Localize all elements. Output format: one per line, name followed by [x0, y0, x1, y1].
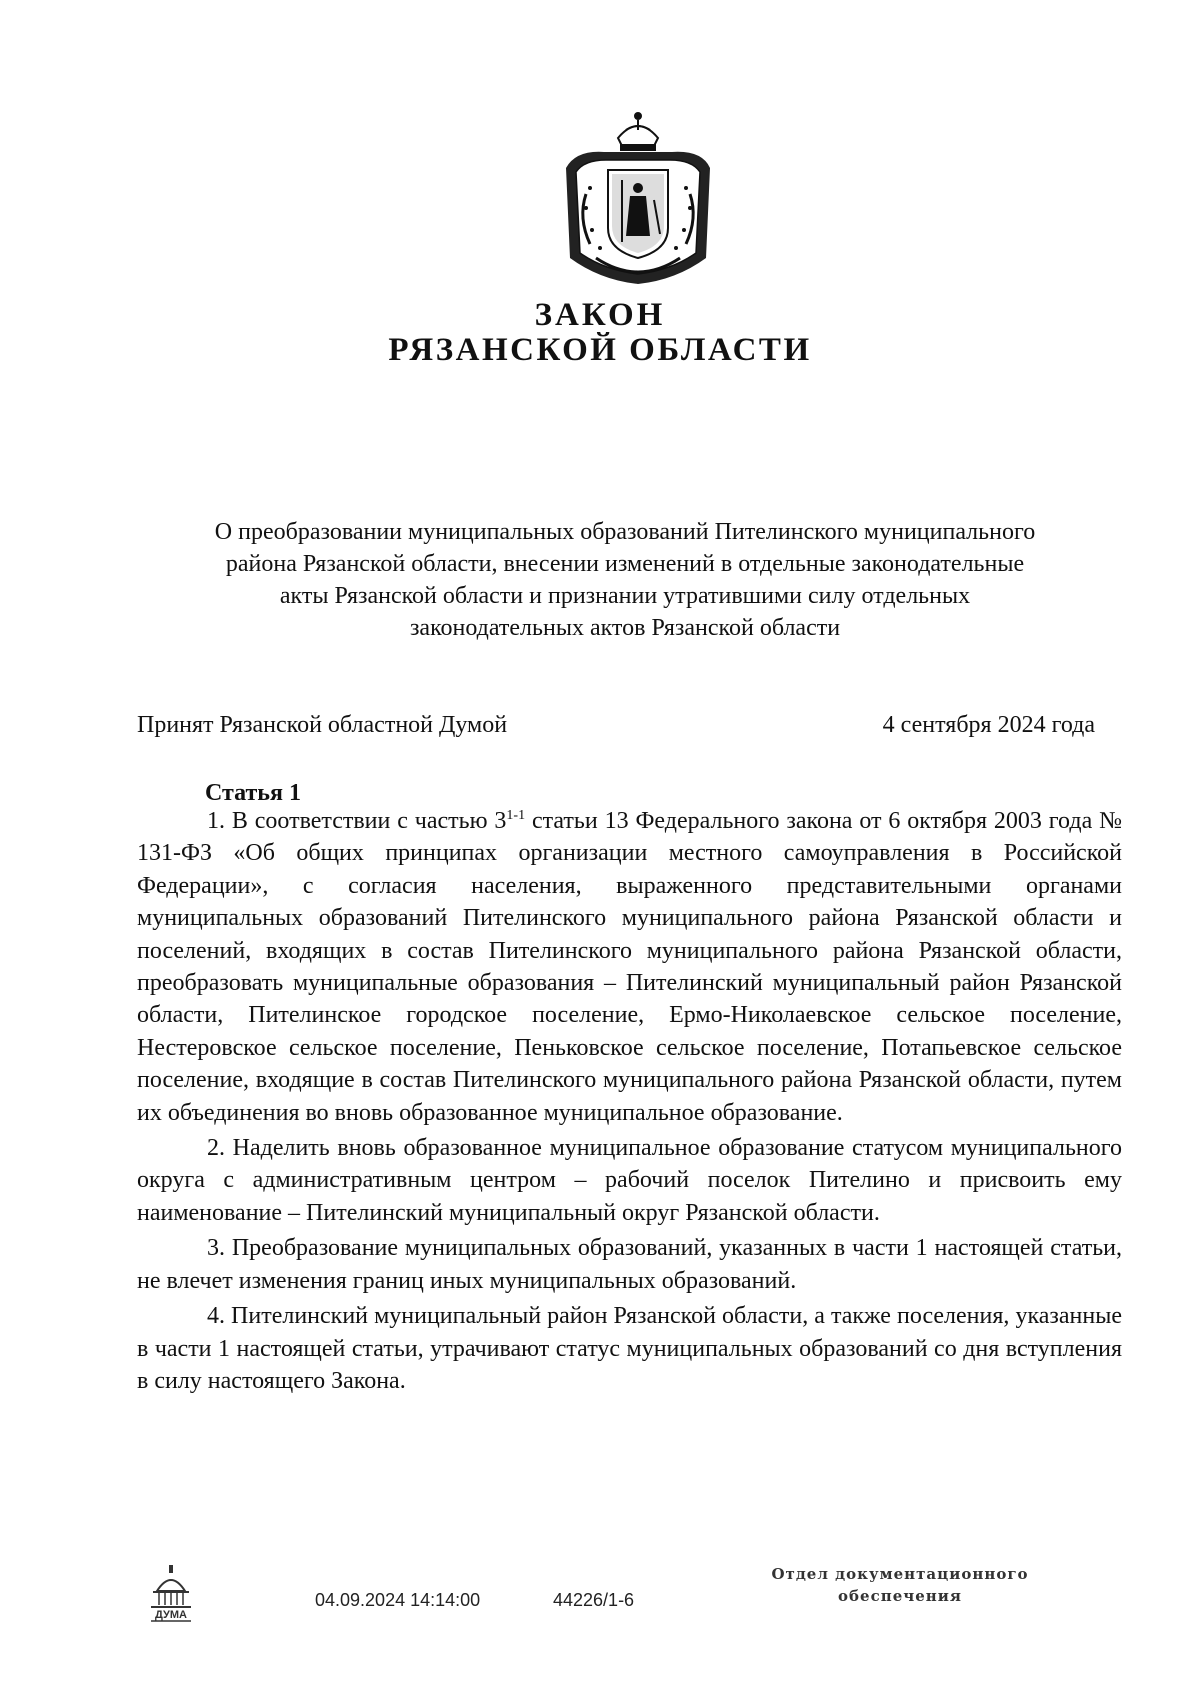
paragraph-1-rest: статьи 13 Федерального закона от 6 октября 2003 года № 131-ФЗ «Об общих принципах организации местного самоуправления в Российской Федерации», с согласия населения, выраженного представительными органами муниципальных образований Пителинского муниципального района Рязанской области и поселений, входящих в состав Пителинского муниципального района Рязанской области, преобразовать муниципальные образования – Пителинский муниципальный район Рязанской области, Пителинское городское поселение, Ермо-Николаевское сельское поселение, Нестеровское сельское поселение, Пеньковское сельское поселение, Потапьевское сельское поселение, входящие в состав Пителинского муниципального района Рязанской области, путем их объединения во вновь образованное муниципальное образование. — [137, 808, 1123, 1126]
article-heading: Статья 1 — [205, 780, 301, 806]
subject-line: законодательных актов Рязанской области — [409, 615, 841, 641]
adoption-date: 4 сентября 2024 года — [882, 712, 1095, 738]
duma-logo-text: ДУМА — [155, 1609, 187, 1621]
paragraph-1-start: 1. В соответствии с частью 3 — [207, 808, 507, 834]
adoption-label: Принят Рязанской областной Думой — [137, 712, 508, 738]
subject-line: акты Рязанской области и признании утратившими силу отдельных — [279, 583, 971, 609]
law-region-title: РЯЗАНСКОЙ ОБЛАСТИ — [388, 332, 812, 368]
department-stamp — [760, 1563, 1040, 1607]
article-paragraph-4: 4. Пителинский муниципальный район Рязанской области, а также поселения, указанные в части 1 настоящей статьи, утрачивают статус муниципальных образований со дня вступления в силу настоящего Закона. — [137, 1303, 1122, 1394]
subject-line: О преобразовании муниципальных образований Пителинского муниципального — [214, 519, 1036, 545]
article-body — [137, 805, 1122, 1397]
department-line: Отдел документационного — [771, 1565, 1029, 1583]
coat-of-arms-emblem — [556, 108, 720, 286]
article-paragraph-1 — [137, 805, 1122, 1129]
registration-timestamp: 04.09.2024 14:14:00 — [315, 1590, 481, 1610]
law-title: ЗАКОН — [534, 297, 666, 333]
department-line: обеспечения — [838, 1587, 962, 1605]
registration-number: 44226/1-6 — [553, 1590, 635, 1610]
paragraph-1-superscript: 1-1 — [506, 808, 526, 823]
law-subject — [130, 516, 1120, 644]
article-paragraph-2: 2. Наделить вновь образованное муниципальное образование статусом муниципального округа с административным центром – рабочий поселок Пителино и присвоить ему наименование – Пителинский муниципальный округ Рязанской области. — [137, 1135, 1122, 1226]
article-paragraph-3: 3. Преобразование муниципальных образований, указанных в части 1 настоящей статьи, не влечет изменения границ иных муниципальных образований. — [137, 1235, 1122, 1294]
duma-logo-icon — [145, 1563, 197, 1623]
subject-line: района Рязанской области, внесении изменений в отдельные законодательные — [225, 551, 1025, 577]
